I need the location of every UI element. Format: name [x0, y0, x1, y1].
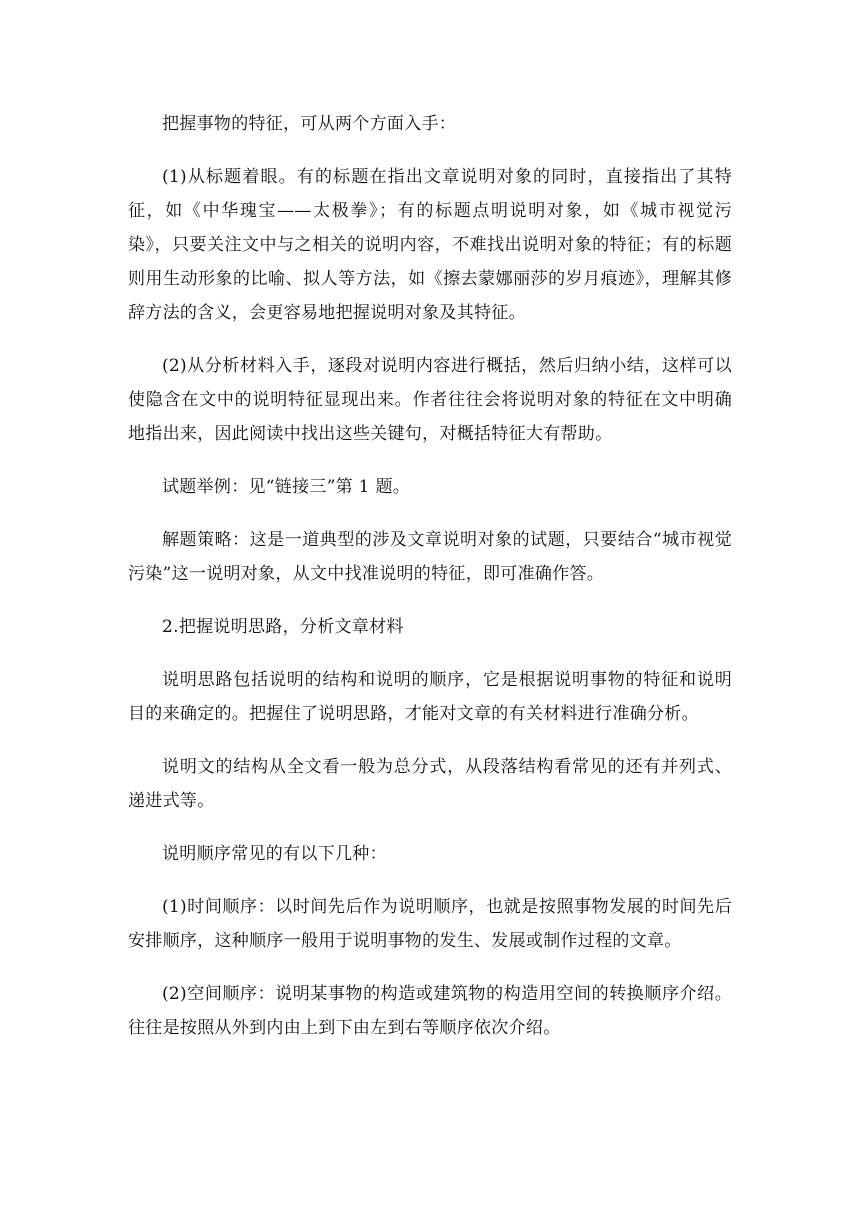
- document-body: [128, 107, 732, 1064]
- paragraph-thinking: 说明思路包括说明的结构和说明的顺序，它是根据说明事物的特征和说明目的来确定的。把握住了说明思路，才能对文章的有关材料进行准确分析。: [128, 670, 732, 724]
- paragraph-space-order: (2)空间顺序：说明某事物的构造或建筑物的构造用空间的转换顺序介绍。往往是按照从外到内由上到下由左到右等顺序依次介绍。: [128, 984, 732, 1038]
- paragraph-time-order: (1)时间顺序：以时间先后作为说明顺序，也就是按照事物发展的时间先后安排顺序，这种顺序一般用于说明事物的发生、发展或制作过程的文章。: [128, 897, 732, 951]
- paragraph-title-method: (1)从标题着眼。有的标题在指出文章说明对象的同时，直接指出了其特征，如《中华瑰宝——太极拳》；有的标题点明说明对象，如《城市视觉污染》，只要关注文中与之相关的说明内容，不难找出说明对象的特征；有的标题则用生动形象的比喻、拟人等方法，如《擦去蒙娜丽莎的岁月痕迹》，理解其修辞方法的含义，会更容易地把握说明对象及其特征。: [128, 167, 732, 323]
- paragraph-example: 试题举例：见“链接三”第 1 题。: [162, 477, 411, 497]
- paragraph-material-method: (2)从分析材料入手，逐段对说明内容进行概括，然后归纳小结，这样可以使隐含在文中的说明特征显现出来。作者往往会将说明对象的特征在文中明确地指出来，因此阅读中找出这些关键句，对概括特征大有帮助。: [128, 356, 732, 444]
- paragraph-intro: 把握事物的特征，可从两个方面入手：: [162, 114, 457, 134]
- paragraph-structure: 说明文的结构从全文看一般为总分式，从段落结构看常见的还有并列式、递进式等。: [128, 757, 732, 811]
- paragraph-strategy: 解题策略：这是一道典型的涉及文章说明对象的试题，只要结合“城市视觉污染”这一说明对象，从文中找准说明的特征，即可准确作答。: [128, 530, 732, 584]
- section-heading: 2.把握说明思路，分析文章材料: [162, 617, 404, 637]
- paragraph-order-intro: 说明顺序常见的有以下几种：: [162, 844, 387, 864]
